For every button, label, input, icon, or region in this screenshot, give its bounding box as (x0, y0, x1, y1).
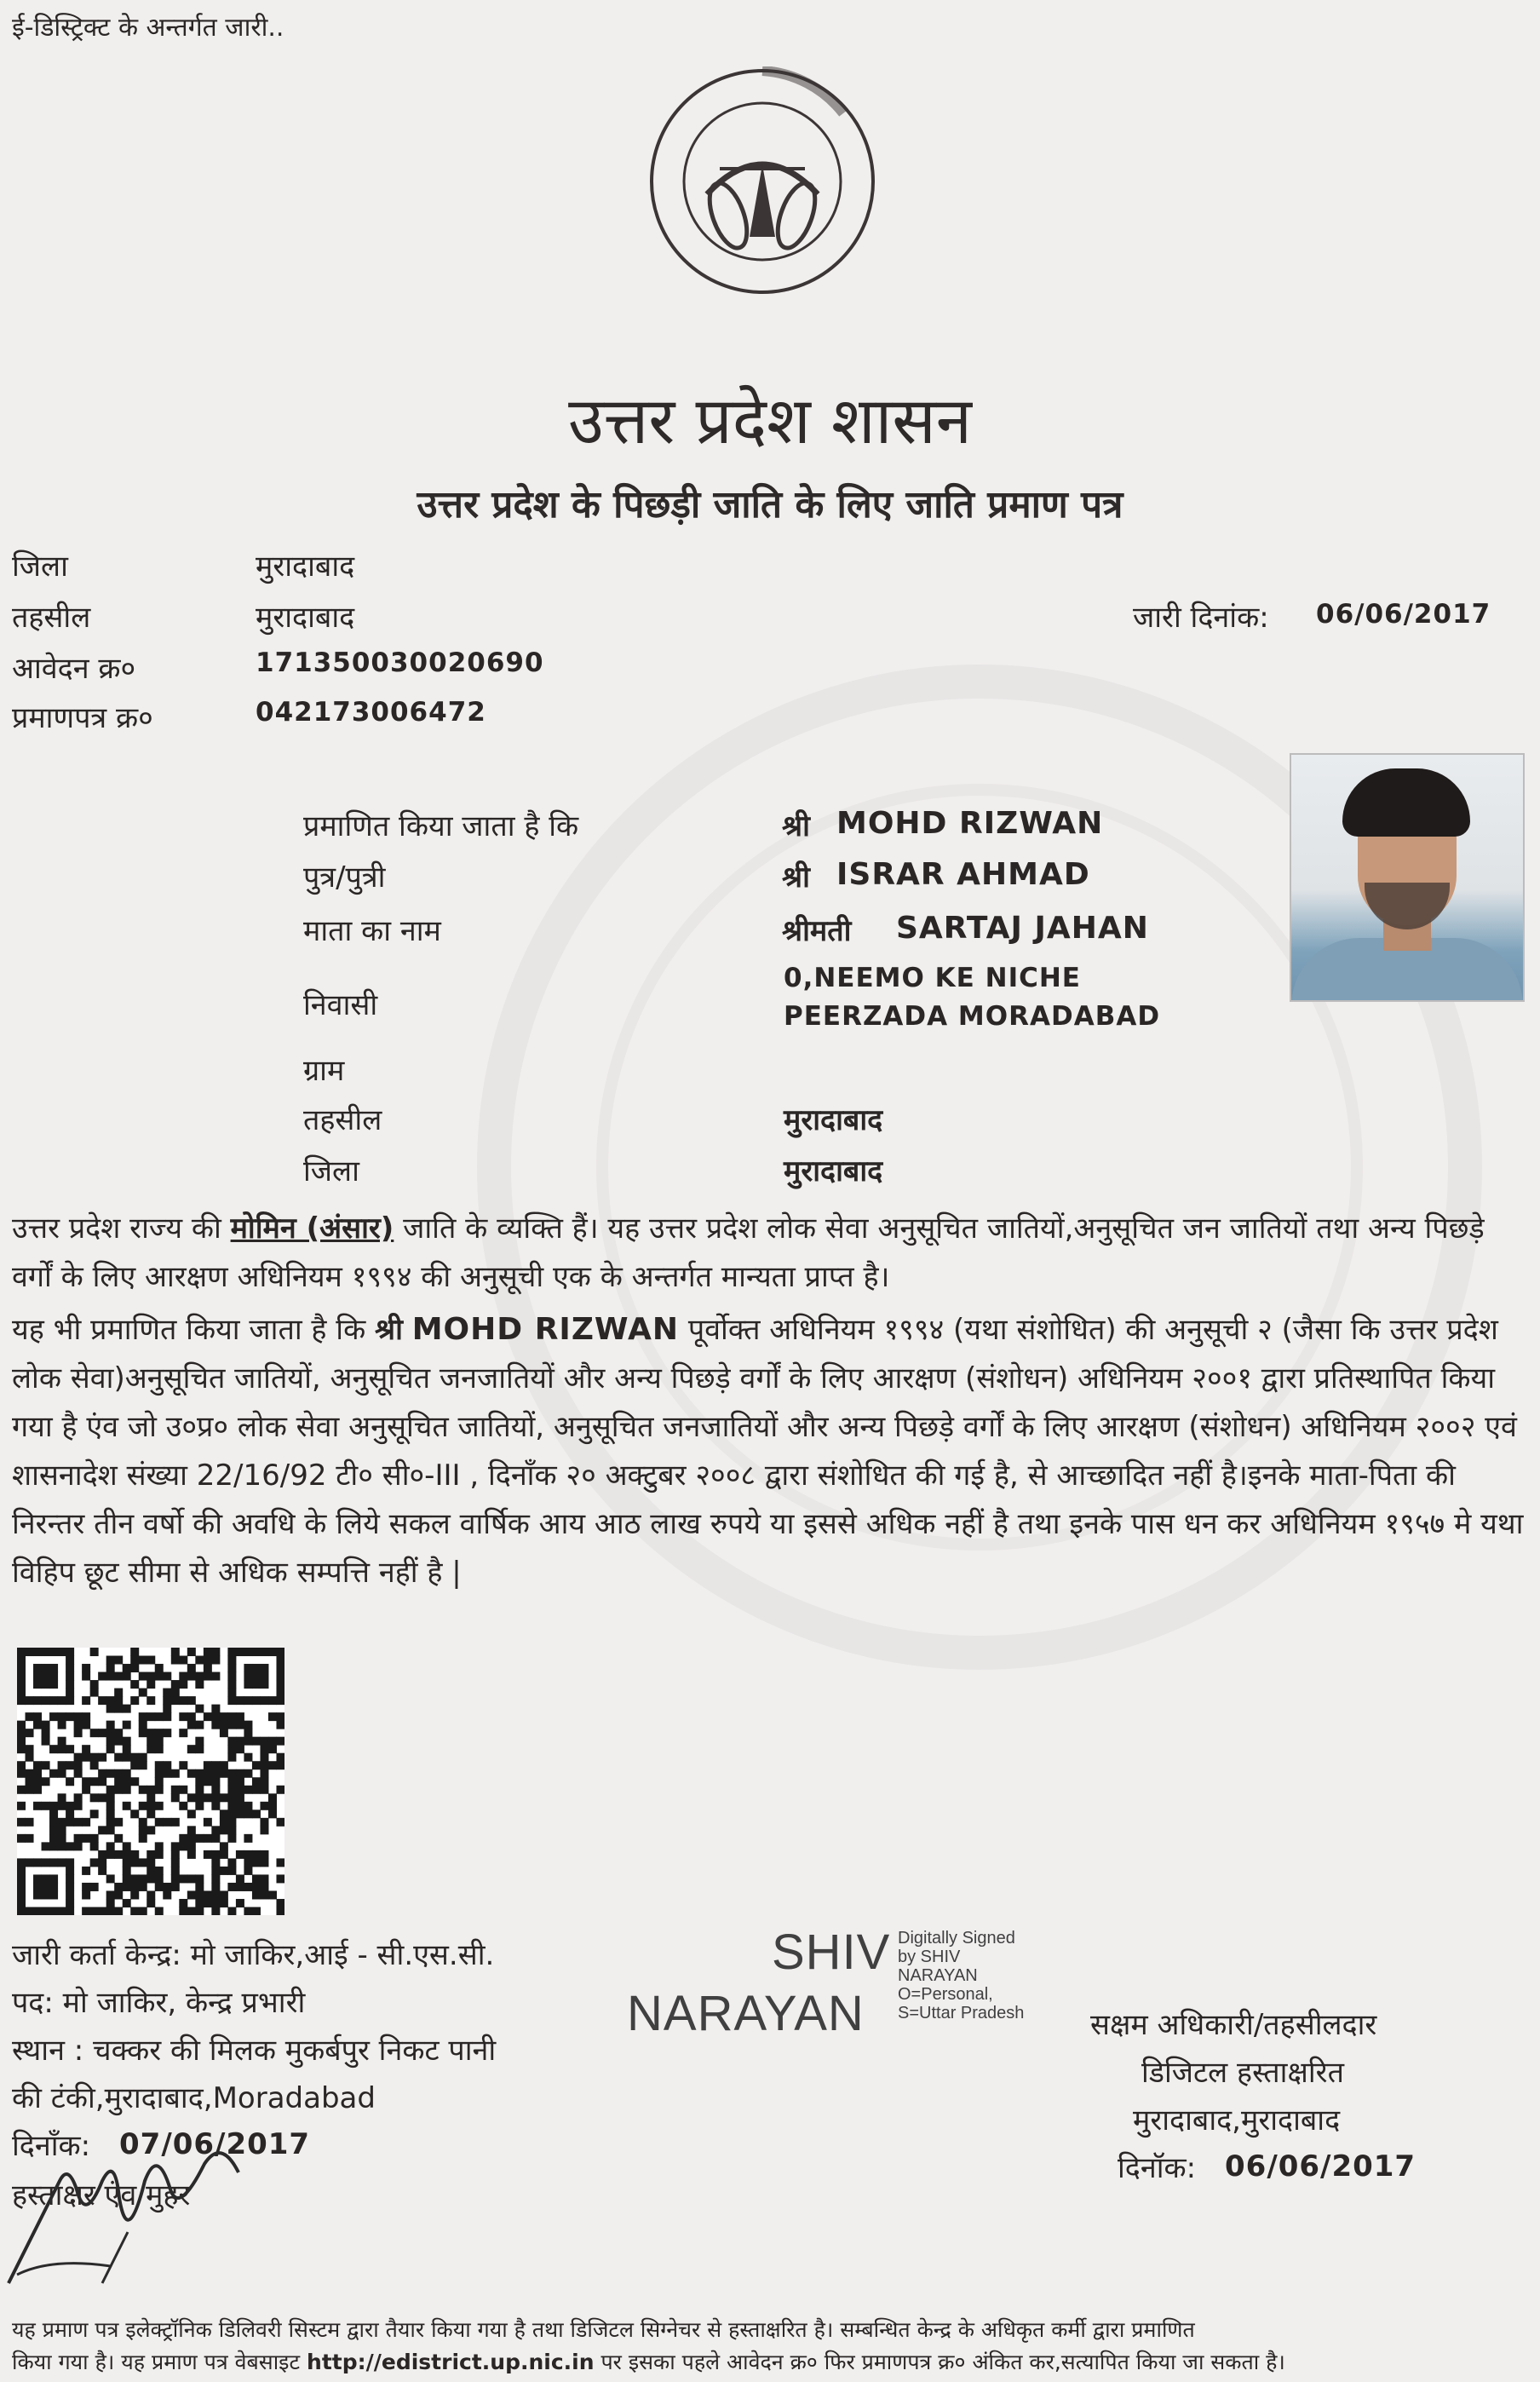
certification-paragraph (12, 1305, 1528, 1597)
ds-line-1: Digitally Signed (898, 1929, 1015, 1948)
address-line-1: 0,NEEMO KE NICHE (784, 963, 1081, 993)
applicant-photo (1290, 753, 1525, 1002)
detail-district-label: जिला (303, 1154, 359, 1188)
tehsil-value: मुरादाबाद (256, 601, 355, 635)
para1-text-end: जाति के व्यक्ति हैं। यह उत्तर प्रदेश लोक सेवा अनुसूचित जातियों,अनुसूचित जन जातियों तथा अन्य पिछड़े वर्गों के लिए आरक्षण अधिनियम १९९४ की अनुसूची एक के अन्तर्गत मान्यता प्राप्त है। (12, 1211, 1485, 1294)
authority-date: 06/06/2017 (1225, 2149, 1416, 2184)
name-prefix: श्री (782, 809, 810, 843)
holder-name: MOHD RIZWAN (836, 806, 1104, 841)
ds-line-2: by SHIV (898, 1948, 961, 1966)
caste-name: मोमिन (अंसार) (230, 1211, 394, 1246)
digital-signer-line1: SHIV (772, 1925, 891, 1980)
district-value: मुरादाबाद (256, 549, 355, 584)
qr-code-icon (17, 1648, 284, 1915)
page-title: उत्तर प्रदेश शासन (568, 383, 972, 458)
ds-line-4: O=Personal, (898, 1985, 993, 2004)
issue-date-label: जारी दिनांक: (1133, 601, 1269, 635)
issuer-post: पद: मो जाकिर, केन्द्र प्रभारी (12, 1986, 306, 2020)
digital-signer-line2: NARAYAN (627, 1986, 865, 2041)
detail-district-value: मुरादाबाद (784, 1154, 883, 1188)
footer-line2-start: किया गया है। यह प्रमाण पत्र वेबसाइट (12, 2350, 307, 2374)
issuer-place-line1: स्थान : चक्कर की मिलक मुकर्बपुर निकट पानी (12, 2034, 497, 2068)
application-no-value: 171350030020690 (256, 647, 544, 678)
top-note: ई-डिस्ट्रिक्ट के अन्तर्गत जारी.. (12, 13, 284, 43)
mother-prefix: श्रीमती (782, 914, 852, 948)
footer-line1: यह प्रमाण पत्र इलेक्ट्रॉनिक डिलिवरी सिस्टम द्वारा तैयार किया गया है तथा डिजिटल सिग्नेचर से हस्ताक्षरित है। सम्बन्धित केन्द्र के अधिकृत कर्मी द्वारा प्रमाणित (12, 2317, 1195, 2342)
issuer-date: 07/06/2017 (119, 2127, 311, 2161)
mother-name: SARTAJ JAHAN (896, 911, 1149, 946)
footer-line2-end: पर इसका पहले आवेदन क्र० फिर प्रमाणपत्र क्र० अंकित कर,सत्यापित किया जा सकता है। (594, 2350, 1285, 2374)
verification-url: http://edistrict.up.nic.in (307, 2350, 595, 2374)
digital-signature-details (898, 1929, 1024, 2022)
footer-line2 (12, 2346, 1537, 2379)
application-no-label: आवेदन क्र० (12, 652, 136, 686)
issuer-place-line2: की टंकी,मुरादाबाद,Moradabad (12, 2081, 376, 2115)
issuer-center: जारी कर्ता केन्द्र: मो जाकिर,आई - सी.एस.सी. (12, 1938, 495, 1972)
district-label: जिला (12, 549, 68, 584)
certificate-no-value: 042173006472 (256, 697, 486, 728)
certificate-subtitle: उत्तर प्रदेश के पिछड़ी जाति के लिए जाति प्रमाण पत्र (417, 483, 1123, 526)
issue-date-value: 06/06/2017 (1316, 599, 1491, 630)
village-label: ग्राम (303, 1054, 345, 1088)
certified-label: प्रमाणित किया जाता है कि (303, 809, 579, 843)
footer-note (12, 2314, 1537, 2379)
caste-paragraph (12, 1205, 1528, 1302)
tehsil-label: तहसील (12, 601, 91, 635)
address-line-2: PEERZADA MORADABAD (784, 1001, 1161, 1032)
detail-tehsil-value: मुरादाबाद (784, 1103, 883, 1137)
para2-holder-name: MOHD RIZWAN (411, 1312, 680, 1347)
father-prefix: श्री (782, 860, 810, 895)
up-emblem-seal-icon (647, 66, 877, 296)
authority-title: सक्षम अधिकारी/तहसीलदार (1090, 2008, 1377, 2042)
handwritten-signature-icon (0, 2130, 281, 2300)
son-of-label: पुत्र/पुत्री (303, 860, 386, 895)
mother-label: माता का नाम (303, 914, 441, 948)
ds-line-3: NARAYAN (898, 1966, 978, 1985)
ds-line-5: S=Uttar Pradesh (898, 2004, 1025, 2022)
para2-name-prefix: श्री (375, 1313, 403, 1347)
authority-digital: डिजिटल हस्ताक्षरित (1141, 2056, 1344, 2090)
authority-date-label: दिनॉक: (1118, 2151, 1197, 2185)
issuer-sign-label: हस्ताक्षर एंव मुहर (12, 2178, 191, 2212)
authority-place: मुरादाबाद,मुरादाबाद (1133, 2103, 1341, 2137)
para2-text-start: यह भी प्रमाणित किया जाता है कि (12, 1313, 376, 1347)
para2-text-end: पूर्वोक्त अधिनियम १९९४ (यथा संशोधित) की अनुसूची २ (जैसा कि उत्तर प्रदेश लोक सेवा)अनुसूचित जातियों, अनुसूचित जनजातियों और अन्य पिछड़े वर्गों के लिए आरक्षण (संशोधन) अधिनियम २००१ द्वारा प्रतिस्थापित किया गया है एंव जो उ०प्र० लोक सेवा अनुसूचित जातियों, अनुसूचित जनजातियों और अन्य पिछड़े वर्गों के लिए आरक्षण (संशोधन) अधिनियम २००२ एवं शासनादेश संख्या 22/16/92 टी० सी०-III , दिनाँक २० अक्टुबर २००८ द्वारा संशोधित की गई है, से आच्छादित नहीं है।इनके माता-पिता की निरन्तर तीन वर्षो की अवधि के लिये सकल वार्षिक आय आठ लाख रुपये या इससे अधिक नहीं है तथा इनके पास धन कर अधिनियम १९५७ मे यथा विहिप छूट सीमा से अधिक सम्पत्ति नहीं है | (12, 1313, 1524, 1590)
resident-label: निवासी (303, 988, 378, 1022)
para1-text-start: उत्तर प्रदेश राज्य की (12, 1211, 231, 1246)
issuer-date-label: दिनाँक: (12, 2129, 91, 2163)
father-name: ISRAR AHMAD (836, 857, 1090, 892)
detail-tehsil-label: तहसील (303, 1103, 382, 1137)
certificate-no-label: प्रमाणपत्र क्र० (12, 701, 153, 735)
